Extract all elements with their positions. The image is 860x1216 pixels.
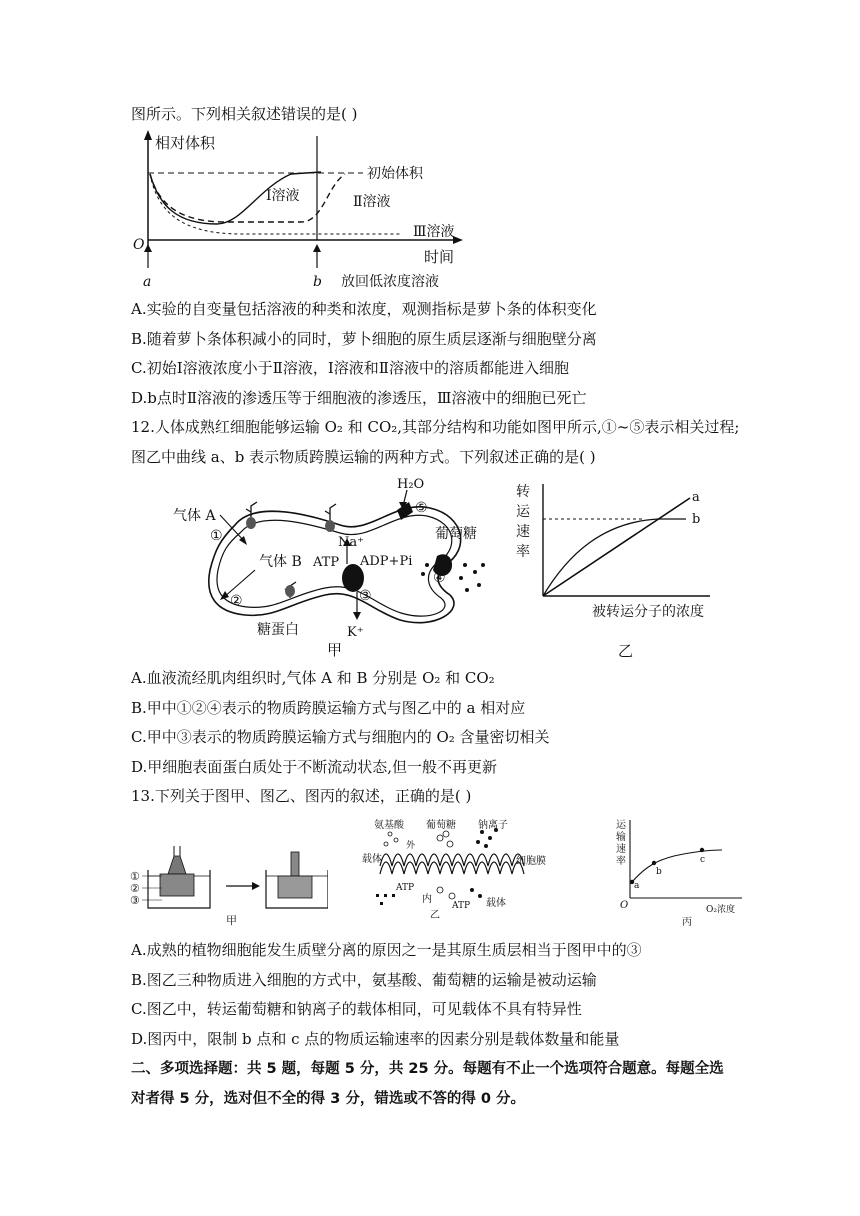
q12-stem-line-2: 图乙中曲线 a、b 表示物质跨膜运输的两种方式。下列叙述正确的是( ) [131, 448, 596, 466]
figure-q12-red-blood-cell [165, 470, 495, 660]
q11-option-c: C.初始Ⅰ溶液浓度小于Ⅱ溶液，Ⅰ溶液和Ⅱ溶液中的溶质都能进入细胞 [131, 359, 569, 377]
point-c: c [700, 855, 706, 865]
process-5-label: ⑤ [415, 500, 428, 516]
caption-bing: 丙 [682, 917, 692, 928]
ylabel-2: 输 [616, 832, 626, 843]
caption-yi: 乙 [618, 642, 634, 660]
membrane-label: 细胞膜 [516, 856, 546, 867]
question-11-stem-tail: 图所示。下列相关叙述错误的是( ) [131, 105, 358, 123]
section-2-heading-line-1: 二、多项选择题：共 5 题，每题 5 分，共 25 分。每题有不止一个选项符合题意。每题全选 [131, 1061, 724, 1077]
q12-stem-line-1: 12.人体成熟红细胞能够运输 O₂ 和 CO₂,其部分结构和功能如图甲所示,①~⑤表示相关过程; [131, 418, 740, 436]
carrier-label-2: 载体 [486, 898, 506, 909]
ylabel-3: 速 [616, 844, 626, 855]
point-b: b [656, 867, 662, 877]
solution-2-label: Ⅱ溶液 [353, 194, 391, 210]
atp-label: ATP [313, 555, 340, 570]
ylabel-1: 运 [616, 820, 626, 831]
section-2-heading-line-2: 对者得 5 分，选对但不全的得 3 分，错选或不答的得 0 分。 [131, 1091, 526, 1107]
solution-1-label: Ⅰ溶液 [266, 188, 300, 204]
gas-a-label: 气体 A [173, 508, 216, 524]
atp-label-2: ATP [452, 901, 471, 911]
b-note-label: 放回低浓度溶液 [341, 274, 439, 288]
ylabel-1: 转 [516, 484, 530, 500]
glucose-label: 葡萄糖 [426, 820, 456, 831]
origin: O [620, 900, 629, 911]
origin-label: O [133, 237, 145, 253]
caption-jia: 甲 [226, 914, 237, 926]
label-3: ③ [130, 894, 140, 907]
inside-label: 内 [422, 894, 432, 905]
q13-option-a: A.成熟的植物细胞能发生质壁分离的原因之一是其原生质层相当于图甲中的③ [131, 941, 642, 959]
adp-label: ADP+Pi [360, 554, 413, 569]
caption-yi: 乙 [430, 910, 440, 918]
atp-label-1: ATP [396, 883, 415, 893]
label-1: ① [130, 870, 140, 883]
ylabel-4: 率 [516, 544, 530, 560]
q12-option-c: C.甲中③表示的物质跨膜运输方式与细胞内的 O₂ 含量密切相关 [131, 728, 550, 746]
process-3-label: ③ [359, 588, 372, 604]
ylabel: 相对体积 [155, 134, 216, 152]
q12-option-a: A.血液流经肌肉组织时,气体 A 和 B 分别是 O₂ 和 CO₂ [131, 669, 495, 687]
amino-acid-label: 氨基酸 [374, 820, 404, 831]
figure-q11-volume-curves [131, 128, 481, 288]
q11-option-b: B.随着萝卜条体积减小的同时，萝卜细胞的原生质层逐渐与细胞壁分离 [131, 330, 597, 348]
xlabel: 被转运分子的浓度 [592, 604, 704, 620]
point-a-label: a [143, 274, 152, 288]
initial-volume-label: 初始体积 [367, 166, 423, 182]
h2o-label: H₂O [397, 477, 425, 492]
gas-b-label: 气体 B [259, 554, 302, 570]
o2-xlabel: O₂浓度 [706, 905, 735, 915]
q12-option-d: D.甲细胞表面蛋白质处于不断流动状态,但一般不再更新 [131, 758, 498, 776]
process-4-label: ④ [433, 570, 446, 586]
xlabel: 时间 [424, 248, 455, 266]
label-2: ② [130, 882, 140, 895]
glycoprotein-label: 糖蛋白 [257, 622, 299, 638]
q13-option-b: B.图乙三种物质进入细胞的方式中，氨基酸、葡萄糖的运输是被动运输 [131, 971, 597, 989]
solution-3-label: Ⅲ溶液 [413, 224, 455, 240]
figure-q13-rate-vs-o2 [612, 816, 752, 928]
q11-option-a: A.实验的自变量包括溶液的种类和浓度，观测指标是萝卜条的体积变化 [131, 300, 597, 318]
caption-jia: 甲 [327, 641, 343, 659]
q13-option-d: D.图丙中，限制 b 点和 c 点的物质运输速率的因素分别是载体数量和能量 [131, 1030, 620, 1048]
q12-option-b: B.甲中①②④表示的物质跨膜运输方式与图乙中的 a 相对应 [131, 699, 526, 717]
k-label: K⁺ [347, 625, 364, 640]
point-a: a [634, 881, 640, 891]
curve-b-label: b [692, 512, 701, 527]
outside-label: 外 [406, 841, 416, 851]
process-2-label: ② [230, 593, 243, 609]
figure-q13-osmometer [128, 846, 328, 926]
sodium-label: 钠离子 [478, 820, 508, 831]
ylabel-2: 运 [516, 504, 530, 520]
point-b-label: b [313, 274, 322, 288]
q13-stem: 13.下列关于图甲、图乙、图丙的叙述，正确的是( ) [131, 787, 472, 805]
figure-q12-transport-rate [508, 474, 738, 664]
process-1-label: ① [210, 528, 223, 544]
carrier-label: 载体 [362, 854, 382, 865]
na-label: Na⁺ [338, 535, 364, 550]
ylabel-3: 速 [516, 524, 530, 540]
q11-option-d: D.b点时Ⅱ溶液的渗透压等于细胞液的渗透压，Ⅲ溶液中的细胞已死亡 [131, 389, 587, 407]
q13-option-c: C.图乙中，转运葡萄糖和钠离子的载体相同，可见载体不具有特异性 [131, 1000, 582, 1018]
figure-q13-membrane-transport [360, 818, 550, 918]
ylabel-4: 率 [616, 856, 626, 867]
curve-a-label: a [692, 490, 700, 505]
glucose-label: 葡萄糖 [435, 526, 477, 542]
